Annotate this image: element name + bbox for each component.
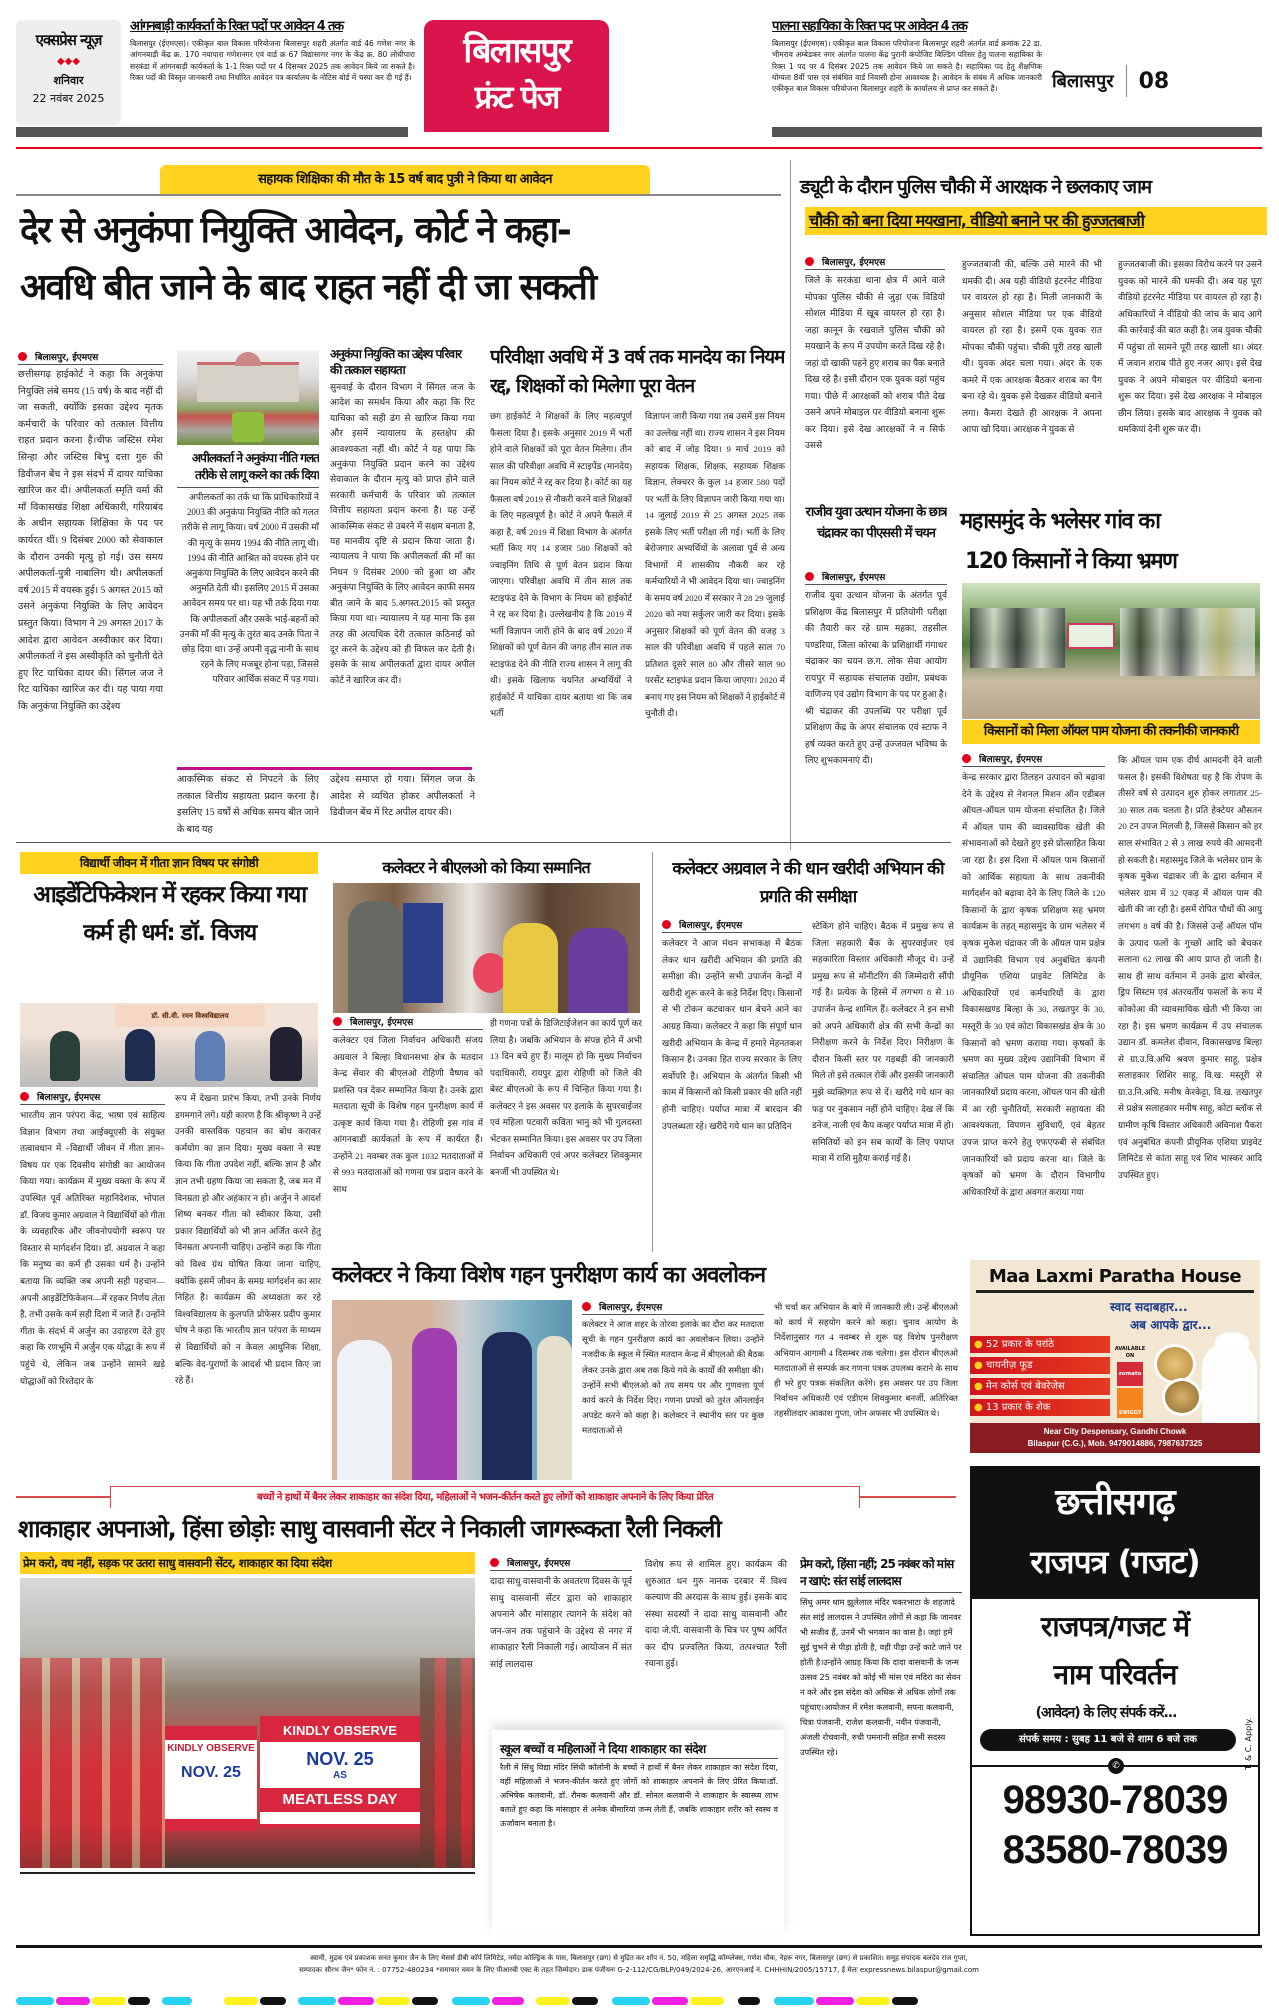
bullet-dot-icon: [20, 1092, 29, 1101]
zomato-badge: zomato: [1117, 1362, 1143, 1386]
dateline-text: बिलासपुर, ईएमएस: [822, 573, 886, 583]
farmer-col1-text: केन्द्र सरकार द्वारा तिलहन उत्पादन को बढ़ावा देने के उद्देश्य से नेशनल मिशन ऑन एडीबल ऑयल-ऑयल पाम योजना संचालित है। जिले में ऑयल पाम की व्यावसायिक खेती की संभावनाओं को देखते हुए इसे प्रोत्साहित किया जा रहा है। इस दिशा में ऑयल पाम किसानों को आर्थिक सहायता के साथ तकनीकी मार्गदर्शन को बढ़ावा देने के लिए जिले के 120 किसानों के द्वारा कृषक प्रशिक्षण सह भ्रमण कार्यक्रम के तहत् महासमुंद के ग्राम भलेसर में कृषक मुकेश चंद्राकर जी के ऑयल पाम प्रक्षेत्र में उद्यानिकी विभाग एवं अनुबंधित कंपनी प्रीयूनिक एशिया प्राइवेट लिमिटेड के अधिकारियों एवं कर्मचारियों के द्वारा विकासखण्ड बिल्हा के 30, तखतपुर के 30, मस्तूरी के 30 एवं कोटा विकासखंड क्षेत्र के 30 किसानों को भ्रमण कराया गया। कृषकों के भ्रमण का मुख्य उद्देश्य उद्यानिकी विभाग में संचालित ऑयल पाम योजना की तकनीकी जानकारियों प्रदाय करना, ऑयल पान की खेती में आ रही चुनौतियों, सरकारी सहायता की आवश्यकता, विपणन सुविधाएँ, एवं बेहतर उपज प्राप्त करने हेतु एफएफबी से संबंधित जानकारियों को प्रदाय करना था। जिले के कृषकों को भ्रमण के दौरान विभागीय अधिकारियों के द्वारा अवगत कराया गया: [962, 772, 1105, 1197]
bullet-dot-icon: [662, 920, 671, 929]
address-line1: Near City Despensary, Gandhi Chowk: [1043, 1427, 1187, 1436]
gazette-terms: T. & C. Apply.: [1244, 1717, 1253, 1770]
dateline-text: बिलासपुर, ईएमएस: [350, 1018, 414, 1028]
gazette-divider: [972, 1761, 1258, 1771]
blo-col1: [333, 1015, 483, 1253]
farmer-col1: [962, 752, 1105, 1250]
man-police: [537, 1336, 572, 1480]
banner-right: [260, 1716, 420, 1828]
banner-left-line2: NOV. 25: [181, 1764, 241, 1781]
imprint: [16, 1952, 1262, 1976]
rally-box: [492, 1730, 784, 1935]
paper-name: एक्सप्रेस न्यूज़: [35, 31, 102, 49]
gazette-title-block: [972, 1468, 1258, 1599]
teacher-col2: विज्ञापन जारी किया गया तब उसमें इस नियम का उल्लेख नहीं था। राज्य शासन ने इस नियम को बाद में जोड़ दिया। 9 मार्च 2019 को सहायक शिक्षक, शिक्षक, सहायक शिक्षक विज्ञान, लेक्चरर के कुल 14 हजार 580 पदों पर भर्ती के लिए विज्ञापन जारी किया गया था। 14 जुलाई 2019 से 25 अगस्त 2025 तक इसके लिए भर्ती परीक्षा ली गई। भर्ती के लिए बेरोजगार अभ्यर्थियों के अलावा पूर्व से अन्य विभागों में शासकीय नौकरी कर रहे कर्मचारियों ने भी आवेदन दिया था। ज्वाइनिंग के समय वर्ष 2020 में सरकार ने 28 29 जुलाई 2020 को नया सर्कुलर जारी कर दिया। इसके अनुसार शिक्षकों को पूर्ण वेतन की वजह 3 साल की परिवीक्षा अवधि में पहले साल 70 प्रतिशत दूसरे साल 80 और तीसरे साल 90 परसेंट स्टाइफंड प्रदान किया जाएगा। 2020 में बनाए गए इस नियम को शिक्षकों ने हाईकोर्ट में चुनौती दी।: [645, 411, 785, 718]
section-title-box: [424, 20, 609, 132]
bullet-dot-icon: [805, 572, 814, 581]
police-col1: [805, 255, 945, 495]
menu-item: ● चायनीज़ फूड: [970, 1357, 1110, 1374]
rally-col2: विशेष रूप से शामिल हुए। कार्यक्रम की शुरुआत धन गुरु नानक दरबार में विश्व कल्याण की अरदास के साथ हुई। इसके बाद संस्था सदस्यों ने दादा साधु वासवानी और दादा जे.पी. वासवानी के चित्र पर पुष्प अर्पित कर दीप प्रज्वलित किया, तत्पश्चात रैली रवाना हुई।: [645, 1559, 787, 1668]
woman-2-shape: [568, 928, 628, 1013]
chef-hat-icon: [1215, 1332, 1249, 1350]
gazette-ad[interactable]: [970, 1466, 1260, 1936]
rally-side: [800, 1556, 962, 1940]
bullet-dot-icon: [582, 1302, 591, 1311]
masthead-gray-bar-left: [16, 127, 408, 137]
psc-body: राजीव युवा उत्थान योजना के अंतर्गत पूर्व प्रशिक्षण केंद्र बिलासपुर में प्रतियोगी परीक्षा की तैयारी कर रहे ग्राम महका, तहसील पण्डरिया, जिला कोरबा के प्रशिक्षार्थी गंगाधर चंद्राकर का चयन छ.ग. लोक सेवा आयोग रायपुर में सहायक संचालक उद्योग, प्रबंधक वाणिज्य एवं उद्योग विभाग के पद पर हुआ है। श्री चंद्राकर की उपलब्धि पर परीक्षा पूर्व प्रशिक्षण केंद्र के अपर संचालक एवं स्टाफ ने हर्ष व्यक्त करते हुए उन्हें उज्जवल भविष्य के लिए शुभकामनाएं दी।: [805, 590, 947, 765]
gazette-phone2[interactable]: 83580-78039: [1002, 1828, 1228, 1872]
police-subhead: चौकी को बना दिया मयखाना, वीडियो बनाने पर की हुज्जतबाजी: [805, 207, 1267, 235]
farmer-caption: किसानों को मिला ऑयल पाम योजना की तकनीकी जानकारी: [962, 720, 1260, 744]
bullet-dot-icon: [490, 1558, 499, 1567]
rally-photo: [20, 1578, 475, 1868]
phone-icon: ✆: [1108, 1758, 1124, 1774]
column-divider: [790, 160, 791, 850]
person-1: [50, 1031, 80, 1081]
bullet-dot-icon: [962, 754, 971, 763]
inspection-photo: [332, 1300, 572, 1480]
brief-body: बिलासपुर (ईएमएस)। एकीकृत बाल विकास परियोजना बिलासपुर शहरी अंतर्गत वार्ड 46 गणेश नगर के आंगनबाड़ी केंद्र क्र. 170 नयापारा गणेशनगर एवं वार्ड क्र 67 विद्यासागर नगर के केंद्र क्र. 80 लोधीपारा सरकंडा में आंगनबाड़ी कार्यकर्ता के 1-1 रिक्त पदों पर 4 दिसम्बर 2025 तक आवेदन किये जा सकते है। रिक्त पदों की विस्तृत जानकारी तथा निर्धारित आवेदन पत्र कार्यालय के नोटिस बोर्ड में चस्पा कर दी गई हैं।: [130, 39, 415, 82]
crowd-right-shape: [1120, 608, 1255, 676]
dateline: [20, 1090, 165, 1105]
section-rule: [16, 842, 951, 843]
sir-headline: कलेक्टर ने किया विशेष गहन पुनरीक्षण कार्य का अवलोकन: [332, 1263, 766, 1288]
person-4: [270, 1027, 302, 1081]
psc-headline: राजीव युवा उत्थान योजना के छात्र चंद्राकर का पीएससी में चयन: [805, 505, 947, 541]
woman-1-shape: [503, 923, 558, 1013]
lead-col2-bottom: आकस्मिक संकट से निपटने के लिए तत्काल वित्तीय सहायता प्रदान करना है। इसलिए 15 वर्षों से अधिक समय बीत जाने के बाद यह: [177, 775, 319, 835]
bullet-dot-icon: [18, 352, 27, 361]
banner-left: [165, 1726, 257, 1831]
man-white-shirt: [337, 1340, 392, 1480]
page-locator: [1052, 65, 1169, 97]
gazette-heading-line2: नाम परिवर्तन: [1053, 1658, 1177, 1691]
brief-palna: [772, 18, 1042, 124]
paddy-col2: स्टेकिंग होने चाहिए। बैठक में प्रमुख रूप से जिला सहकारी बैंक के सुपरवाईजर एवं सहकारिता विस्तार अधिकारी मौजूद थे। उन्हें प्रमुख रूप से मॉनीटरिंग की जिम्मेदारी सौंपी गई है। प्रत्येक के हिस्से में लगभग 8 से 10 उपार्जन केन्द्र शामिल हैं। कलेक्टर ने इन सभी को अपने अधिकारी क्षेत्र की सभी केन्द्रों का निरीक्षण करने के निर्देश दिए। निरीक्षण के दौरान किसी स्तर पर गड़बड़ी की जानकारी मिले तो इसे तत्काल रोकें और इसकी जानकारी मुझे व्यक्तिगत रूप से दें। खरीदे गये धान का फड़ पर नुकसान नहीं होने चाहिए। देख लें कि डनेज, नाली एवं कैप कव्हर पर्याप्त मात्रा में हो। समितियों को इन सब कार्यों के लिए पयाप्त मात्रा में राशि मुहैया कराई गई है।: [812, 921, 954, 1164]
diamond-ornament-icon: ◆◆◆: [56, 56, 81, 67]
day-label: शनिवार: [53, 74, 84, 87]
dome-shape: [235, 352, 261, 366]
yellow-dot-icon: ●: [974, 1339, 983, 1350]
banner-line4: MEATLESS DAY: [260, 1788, 420, 1812]
masthead-red-rule: [16, 147, 1262, 149]
seminar-photo: [20, 1003, 318, 1087]
dateline-text: बिलासपुर, ईएमएस: [507, 1559, 571, 1569]
magenta-rule: [177, 767, 472, 770]
box-body: अपीलकर्ता का तर्क था कि प्राधिकारियों ने 2003 की अनुकंपा नियुक्ति नीति को गलत तरीके से लागू किया। वर्ष 2000 में उसकी माँ की मृत्यु के समय 1994 की नीति लागू थी। 1994 की नीति आश्रित को वयस्क होने पर अनुकंपा नियुक्ति के लिए आवेदन करने की अनुमति देती थी। इसलिए 2015 में उसका आवेदन समय पर था। यह भी तर्क दिया गया कि अपीलकर्ता और उसके भाई-बहनों को उनकी माँ की मृत्यु के तुरंत बाद उनके पिता ने छोड़ दिया था। उन्हें अपनी वृद्ध नानी के साथ रहने के लिए मजबूर होना पड़ा, जिससे परिवार आर्थिक संकट में पड़ गया।: [179, 492, 319, 685]
dateline: [805, 570, 947, 585]
dateline-text: बिलासपुर, ईएमएस: [979, 755, 1043, 765]
available-on-label: AVAILABLE ON: [1114, 1346, 1146, 1359]
bullet-dot-icon: [805, 257, 814, 266]
rally-side-body: सिंधु अमर धाम झूलेलाल मंदिर चकरभाटा के शहजादे संत सांई लालदास ने उपस्थित लोगों से कहा कि जानवर भी सजीव हैं, उनमें भी भगवान का वास है। जहां हमें सुई चुभने से पीड़ा होती है, वही पीड़ा उन्हें काटे जाने पर होती है।उन्होंने आग्रह किया कि दादा वासवानी के जन्म उत्सव 25 नवंबर को कोई भी मांस एवं मदिरा का सेवन न करे और इस संदेश को अधिक से अधिक लोगों तक पहुंचाए।आयोजन में रमेश कलवानी, सपना कलवानी, चित्रा पंजवानी, राजेश कलवानी, नवीन पंजवानी, अंजली रोचवानी, रुची पमनानी सहित सभी सदस्य उपस्थित रहे।: [800, 1597, 962, 1757]
menu-item: ● 52 प्रकार के परांठे: [970, 1336, 1110, 1353]
rally-headline: शाकाहार अपनाओ, हिंसा छोड़ोः साधु वासवानी सेंटर ने निकाली जागरूकता रैली निकली: [18, 1515, 721, 1543]
garden-shape: [232, 412, 264, 442]
sub-headline: अनुकंपा नियुक्ति का उद्देश्य परिवार की तत्काल सहायता: [330, 347, 462, 377]
collector-shape: [348, 901, 403, 1013]
brief-headline: पालना सहायिका के रिक्त पद पर आवेदन 4 तक: [772, 19, 967, 34]
yellow-dot-icon: ●: [974, 1402, 983, 1413]
menu-item: ● 13 प्रकार के शेक: [970, 1399, 1110, 1416]
blo-headline: कलेक्टर ने बीएलओ को किया सम्मानित: [382, 858, 590, 877]
farmer-headline-line1: महासमुंद के भलेसर गांव का: [960, 509, 1160, 534]
brief-body: बिलासपुर (ईएमएस)। एकीकृत बाल विकास परियोजना बिलासपुर शहरी अंतर्गत वार्ड क्रमांक 22 डा. भीमराव अम्बेडकर नगर अंतर्गत पालना केंद्र पुरानी कंपोजिट बिल्डिंग परिसर हेतु पालना सहायिका के रिक्त 1 पद पर 4 दिसंबर 2025 तक आवेदन किये जा सकते है। सहायिका पद हेतु शैक्षणिक योग्यता 8वीं पास एवं संबंधित वार्ड निवासी होना आवश्यक है। आवेदन के संबंध में अधिक जानकारी एकीकृत बाल विकास परियोजना बिलासपुर शहरी के कार्यालय से प्राप्त कर सकते है।: [772, 39, 1042, 94]
dateline: [582, 1300, 764, 1315]
lead-col1: [18, 350, 163, 835]
paddy-col1-text: कलेक्टर ने आज मंथन सभाकक्ष में बैठक लेकर धान खरीदी अभियान की प्रगति की समीक्षा की। उन्होंने सभी उपार्जन केन्द्रों में खरीदी शुरू करने के कड़े निर्देश दिए। किसानों से भी टोकन कटवाकर धान बेचने आने का आग्रह किया। कलेक्टर ने कहा कि संपूर्ण धान खरीदी अभियान के केन्द्र में हमारे मेहनतकश किसान है। उनका हित राज्य सरकार के लिए सर्वोपरि है। अभियान के अंतर्गत किसी भी काम में किसानों को किसी प्रकार की क्षति नहीं होनी चाहिए। पर्याप्त मात्रा में बारदान की उपलब्धता रहे। खरीदे गये धान का प्रतिदिन: [662, 938, 802, 1131]
teacher-col1: छग हाईकोर्ट ने शिक्षकों के लिए महत्वपूर्ण फैसला दिया है। इसके अनुसार 2019 में भर्ती होने वाले शिक्षकों को पूरा वेतन मिलेगा। तीन साल की परिवीक्षा अवधि में स्टाइपेंड (मानदेय) का नियम कोर्ट ने रद्द कर दिया है। कोर्ट का यह फैसला वर्ष 2019 से नौकरी करने वाले शिक्षकों के लिए महत्वपूर्ण है। कोर्ट ने अपने फैसले में कहा है, वर्ष 2019 में शिक्षा विभाग के अंतर्गत भर्ती किए गए 14 हजार 580 शिक्षकों को ज्वाइनिंग तिथि से पूर्ण वेतन प्रदान किया जाएगा। परिवीक्षा अवधि में तीन साल तक स्टाइफंड देने के विभाग के नियम को हाईकोर्ट ने रद्द कर दिया है। उल्लेखनीय है कि 2019 में भर्ती विज्ञापन जारी होने के बाद वर्ष 2020 में शिक्षकों को पूर्ण वेतन की जगह तीन साल तक स्टाइफंड देने की नीति राज्य शासन ने लागू की थी। इसके खिलाफ चयनित अभ्यर्थियों ने हाईकोर्ट में याचिका दायर बताया था कि जब भर्ती: [490, 411, 632, 718]
paratha-ad-title: Maa Laxmi Paratha House: [976, 1260, 1254, 1293]
yellow-dot-icon: ●: [974, 1360, 983, 1371]
psc-body-wrap: [805, 570, 947, 838]
paddy-headline: कलेक्टर अग्रवाल ने की धान खरीदी अभियान की प्रगति की समीक्षा: [672, 859, 944, 907]
brief-anganwadi: [130, 18, 415, 124]
lead-headline-line1: देर से अनुकंपा नियुक्ति आवेदन, कोर्ट ने कहा-: [20, 210, 570, 251]
banner-shape: [1067, 623, 1115, 649]
lead-col3-bottom: उद्देश्य समाप्त हो गया। सिंगल जज के आदेश से व्यथित होकर अपीलकर्ता ने डिवीजन बेंच में रिट अपील दायर की।: [330, 775, 475, 818]
banner-line2: NOV. 25: [306, 1749, 374, 1769]
color-registration-strip: [16, 1990, 1262, 2009]
blo-col2: ही गणना पत्रों के डिजिटाईजेशन का कार्य पूर्ण कर लिया है। जबकि अभियान के संपन्न होने में अभी 13 दिन बचे हुए हैं। मालूम हो कि मुख्य निर्वाचन पदाधिकारी, रायपुर द्वारा रोहिणी को जिले की बेस्ट बीएलओ के रूप में चिन्हित किया गया है। कलेक्टर ने इस अवसर पर इलाके के सुपरवाईजर एवं महिला पटवारी कविता भानु को भी गुलदस्ता भेंटकर सम्मानित किया। इस अवसर पर उप जिला निर्वाचन अधिकारी एवं अपर कलेक्टर शिवकुमार बनर्जी भी उपस्थित थे।: [490, 1018, 642, 1177]
crowd-right: [420, 1658, 475, 1868]
gita-col1-text: भारतीय ज्ञान परंपरा केंद्र, भाषा एवं साहित्य विज्ञान विभाग तथा आईक्यूएसी के संयुक्त तत्वावधान में ÷विद्यार्थी जीवन में गीता ज्ञान÷ विषय पर एक दिवसीय संगोष्ठी का आयोजन किया गया। कार्यक्रम में मुख्य वक्ता के रूप में उपस्थित पूर्व अतिरिक्त महानिदेशक, भोपाल डॉ. विजय कुमार अग्रवाल ने विद्यार्थियों को गीता के व्यवहारिक और जीवनोपयोगी स्वरूप पर विस्तार से मार्गदर्शन दिया। डॉ. अग्रवाल ने कहा कि मनुष्य का कर्म ही उसका धर्म है। उन्होंने बताया कि व्यक्ति जब अपनी सही पहचान—अपनी आइडेंटिफिकेशन—में रहकर निर्णय लेता है, तभी उसके कर्म सही दिशा में जाते हैं। उन्होंने गीता के संदर्भ में अर्जुन का उदाहरण देते हुए कहा कि रणभूमि में अर्जुन एक योद्धा के रूप में पहुंचे थे, लेकिन जब उन्होंने सामने खड़े योद्धाओं को रिश्तेदार के: [20, 1110, 165, 1386]
lead-col3: [330, 346, 475, 764]
city-label: बिलासपुर: [1052, 71, 1114, 92]
gazette-contact-time-pill: संपर्क समय : सुबह 11 बजे से शाम 6 बजे तक: [980, 1729, 1236, 1751]
menu-item: ● मेन कोर्स एवं बेवरेजेस: [970, 1378, 1110, 1395]
paddy-col1: [662, 918, 802, 1253]
imprint-line2: सम्पादकः सौरभ जैन* फोन नं. : 07752-480234 *समाचार चयन के लिए पीआरबी एक्ट के तहत जिम्मेदार। डाक पंजीयनः G-2-112/CG/BLP/049/2024-26, आरएनआई नं. CHHHIN/2005/15717, ई मेलः expressnews.bilaspur@gmail.com: [299, 1966, 979, 1974]
dateline: [962, 752, 1105, 767]
blo-col1-text: कलेक्टर एवं जिला निर्वाचन अधिकारी संजय अग्रवाल ने बिल्हा विधानसभा क्षेत्र के मतदान केन्द्र सेंवार की बीएलओ रोहिणी वैष्णव को प्रशस्ति पत्र देकर सम्मानित किया है। उनके द्वारा मतदाता सूची के विशेष गहन पुनरीक्षण कार्य में उत्कृष्ट कार्य किया गया है। रोहिणी इस गांव में आंगनबाडी कार्यकर्ता के रूप में कार्यरत हैं। उन्होंने 21 नवम्बर तक कुल 1032 मतदाताओं में से 993 मतदाताओं को गणना पत्र प्रदान करने के साथ: [333, 1035, 483, 1194]
gita-col1: [20, 1090, 165, 1480]
person-2: [125, 1029, 155, 1081]
dateline: [490, 1556, 632, 1571]
rally-col1: [490, 1556, 632, 1724]
gazette-title-line1: छत्तीसगढ़: [1055, 1482, 1175, 1523]
lead-kicker: सहायक शिक्षिका की मौत के 15 वर्ष बाद पुत्री ने किया था आवेदन: [160, 165, 650, 195]
paratha-tagline1: स्वाद सदाबहार...: [1110, 1300, 1188, 1314]
page-number: 08: [1138, 68, 1170, 94]
section-title-line1: बिलासपुर: [463, 31, 570, 71]
man-navy-shirt: [482, 1332, 532, 1480]
rally-photo-rule: [20, 1872, 475, 1874]
section-title-line2: फ्रंट पेज: [474, 78, 559, 116]
gita-col2: रूप में देखना प्रारंभ किया, तभी उनके निर्णय डगमगाने लगे। यही कारण है कि श्रीकृष्ण ने उन्हें उनकी वास्तविक पहचान का बोध कराकर कर्मयोग का ज्ञान दिया। मुख्य वक्ता ने स्पष्ट किया कि गीता उपदेश नहीं, बल्कि ज्ञान है और ज्ञान तभी ग्रहण किया जा सकता है, जब मन में विनम्रता हो और अहंकार न हो। अर्जुन ने आदर्श शिष्य बनकर गीता को स्वीकार किया, उसी प्रकार विद्यार्थियों को भी ज्ञान अर्जित करने हेतु विनम्रता अपनानी चाहिए। उन्होंने कहा कि गीता को विश्व ग्रंथ घोषित किया जाना चाहिए, क्योंकि इसमें जीवन के समग्र मार्गदर्शन का सार निहित है। कार्यक्रम की अध्यक्षता कर रहे विश्वविद्यालय के कुलपति प्रोफेसर प्रदीप कुमार घोष ने कहा कि भारतीय ज्ञान परंपरा के माध्यम से विद्यार्थियों को न केवल आधुनिक शिक्षा, बल्कि वेद-पुराणों के आदर्श भी प्रदान किए जा रहे हैं।: [175, 1093, 321, 1386]
gazette-heading-line1: राजपत्र/गजट में: [1040, 1610, 1190, 1643]
box-headline: अपीलकर्ता ने अनुकंपा नीति गलत तरीके से लागू करने का तर्क दिया: [177, 450, 319, 488]
building-shape: [197, 362, 299, 402]
paratha-address-band: [970, 1423, 1260, 1453]
dateline-text: बिलासपुर, ईएमएस: [37, 1093, 101, 1103]
banner-left-line1: KINDLY OBSERVE: [167, 1743, 255, 1754]
rally-side-headline: प्रेम करो, हिंसा नहीं; 25 नवंबर को मांस न खाएं: संत सांई लालदास: [800, 1556, 962, 1593]
farmer-col2: कि ऑयल पाम एक दीर्घ आमदनी देने वाली फसल है। इसकी विशेषता यह है कि रोपण के तीसरे वर्ष से उत्पादन शुरु होकर लगातार 25-30 साल तक चलता है। प्रति हेक्टेयर औसतन 20 टन उपज मिलजी है, जिससे किसान को हर साल संभावित 2 से 3 लाख रुपये की आमदनी हो सकती है। महासमुंद जिले के भलेसर ग्राम के कृषक मुकेश चंद्राकर जी के द्वारा वर्तमान में भलेसर ग्राम में 32 एकड़ में ऑयल पाम की खेती की जा रही है। इसमें रोपित पौधों की आयु लगभग 8 वर्ष की है। जिससे उन्हें ऑयल पॉम के उत्पाद फलों के गुच्छों आदि को बेचकर सलाना 62 लाख की आय प्राप्त हो जाती है। साथ ही साथ वर्तमान में उनके द्वारा बोरवेल, ड्रिप सिस्टम एवं अंतरवर्तीय फसलों के रूप में कोकोआ की व्यावसायिक खेती भी किया जा रहा है। इस भ्रमण कार्यक्रम में उप संचालक उद्यान डॉ. कमलेश दीवान, विकासखण्ड बिल्हा से ग्रा.उ.वि.अधि श्रवण कुमार साहू, प्रक्षेत्र सलाहकार शिशिर साहू, वि.ख. मस्तूरी से ग्रा.उ.नि.अधि. मनीष केरकेट्टा, वि.ख. तखतपुर से प्रक्षेत्र सलाहकार मनीष साहू, कोटा ब्लॉक से ग्रामीण कृषि विस्तार अधिकारी अविनाश पैकरा एवं अनुबंधित कंपनी प्रीयूनिक एशिया प्राइवेट लिमिटेड से कांता साहू एवं शिव भास्कर आदि उपस्थित हुए।: [1118, 755, 1262, 1180]
paratha-ad[interactable]: [970, 1260, 1260, 1453]
flag-shape: [403, 903, 443, 1003]
dateline-text: बिलासपुर, ईएमएस: [599, 1303, 663, 1313]
column-divider: [652, 852, 653, 1252]
rally-box-headline: स्कूल बच्चों व महिलाओं ने दिया शाकाहार का संदेश: [500, 1740, 778, 1759]
dateline: [18, 350, 163, 365]
person-3: [195, 1031, 225, 1081]
crowd-left-shape: [970, 608, 1065, 668]
divider: [1126, 65, 1127, 97]
date-label: 22 नवंबर 2025: [32, 92, 105, 105]
masthead-date-box: [16, 20, 121, 125]
rally-photo-caption: प्रेम करो, वध नहीं, सड़क पर उतरा साधु वासवानी सेंटर, शाकाहार का दिया संदेश: [20, 1552, 475, 1574]
police-col2: हुज्जतबाजी की, बल्कि उसे मारने की भी धमकी दी। अब यही वीडियो इंटरनेट मीडिया पर वायरल हो रहा है। मिली जानकारी के अनुसार सोशल मीडिया पर एक वीडियो वायरल हो रहा है। इसमें एक युवक रात मोपका चौकी पहुंचा। चौकी पूरी तरह खाली थी। युवक अंदर चला गया। अंदर के एक कमरे में एक आरक्षक बैठकर शराब का पैग बना रहे थे। युवक इसे देखकर वीडियो बनाने लगा। कैमरा देखते ही आरक्षक ने अपना आपा खो दिया। आरक्षक ने युवक से: [962, 259, 1102, 434]
lead-headline-line2: अवधि बीत जाने के बाद राहत नहीं दी जा सकती: [20, 267, 596, 308]
sir-col1-text: कलेक्टर ने आज शहर के तोरवा इलाके का दौरा कर मतदाता सूची के गहन पुनरीक्षण कार्य का अवलोकन लिया। उन्होंने नजदीक के स्कूल में स्थित मतदान केन्द्र में बीएलओ की बैठक लेकर उनके द्वारा अब तक किये गये के कार्यों की समीक्षा की। उन्होंनें सभी बीएलओ को तय समय पर और गुणवत्ता पूर्ण कार्य करने के निर्देश दिए। गणना प्रपत्रों को तुरंत ऑनलाईन अपडेट करने को कहा है। कलेक्टर ने स्थानीय स्तर पर कुछ मतदाताओं से: [582, 1319, 764, 1436]
appellant-box: [177, 450, 319, 764]
gazette-subheading: (आवेदन) के लिए संपर्क करें...: [1035, 1705, 1177, 1721]
gazette-title-line2: राजपत्र (गजट): [1030, 1543, 1200, 1581]
dateline: [805, 255, 945, 270]
teacher-headline: परिवीक्षा अवधि में 3 वर्ष तक मानदेय का नियम रद्द, शिक्षकों को मिलेगा पूरा वेतन: [490, 346, 785, 397]
paratha-plate-icon: [1162, 1378, 1202, 1416]
farmer-headline-line2: 120 किसानों ने किया भ्रमण: [965, 549, 1177, 574]
dateline-text: बिलासपुर, ईएमएस: [679, 921, 743, 931]
rally-kicker: बच्चों ने हाथों में बैनर लेकर शाकाहार का संदेश दिया, महिलाओं ने भजन-कीर्तन करते हुए लोगों को शाकाहार अपनाने के लिए किया प्रेरित: [110, 1486, 860, 1508]
address-line2: Bilaspur (C.G.), Mob. 9479014886, 7987637325: [1027, 1439, 1203, 1448]
rally-box-body: रैली में सिंधु विद्या मंदिर सिंधी कॉलोनी के बच्चों ने हाथों में बैनर लेकर शाकाहार का संदेश दिया, वहीं महिलाओं ने भजन-कीर्तन करते हुए लोगों को शाकाहार अपनाने के लिए प्रेरित किया।डॉ. अभिषेक कलवानी, डॉ. रौनक कलवानी और डॉ. सोनल कलवानी ने शाकाहार के स्वास्थ्य लाभ बताते हुए कहा कि मांसाहार से अनेक बीमारियां जन्म लेती हैं, जबकि शाकाहार शरीर को स्वस्थ व ऊर्जावान बनाता है।: [500, 1763, 778, 1828]
sir-col1: [582, 1300, 764, 1482]
paratha-tagline2: अब आपके द्वार...: [1130, 1318, 1212, 1332]
blo-photo: [333, 883, 640, 1013]
dateline: [333, 1015, 483, 1030]
farmers-photo: [962, 583, 1260, 719]
lead-kicker-rule: [16, 194, 781, 196]
footer-rule: [16, 1945, 1262, 1948]
lead-col3-text: सुनवाई के दौरान विभाग ने सिंगल जज के आदेश का समर्थन किया और कहा कि रिट याचिका को सही ढंग से खारिज किया गया और इसमें न्यायालय के हस्तक्षेप की आवश्यकता नहीं थी। कोर्ट ने यह पाया कि अनुकंपा नियुक्ति प्रदान करने का उद्देश्य सेवाकाल के दौरान मृत्यु को प्राप्त होने वाले सरकारी कर्मचारी के परिवार को तत्काल वित्तीय सहायता प्रदान करना है। यह उन्हें आकस्मिक संकट से उबरने में सक्षम बनाता है, यह मानवीय दृष्टि से प्रदान किया जाता है। न्यायालय ने पाया कि अपीलकर्ता की माँ का निधन 9 दिसंबर 2000 को हुआ था और अनुकंपा नियुक्ति के लिए आवेदन काफी समय बीत जाने के बाद 5.अगस्त.2015 को प्रस्तुत किया गया था। न्यायालय ने यह माना कि इस तरह की अत्यधिक देरी तत्काल कठिनाई को दूर करने के उद्देश्य को ही विफल कर देती है। इसके के साथ अपीलकर्ता द्वारा दायर अपील कोर्ट ने खारिज कर दी।: [330, 382, 475, 685]
imprint-line1: स्वामी, मुद्रक एवं प्रकाशक सनत कुमार जैन के लिए मेसर्स डीबी कॉर्प लिमिटेड, नर्मदा कोल्ड्रिंक के पास, बिलासपुर (छग) से मुद्रित कर शॉप नं. 50, महिला समृद्धि कॉम्प्लेक्स, गणेश चौक, नेहरू नगर, बिलासपुर (छग) से प्रकाशित। समूह संपादक बलदेव राज गुप्ता,: [310, 1954, 968, 1962]
man-purple-shirt: [412, 1328, 457, 1480]
dateline: [662, 918, 802, 933]
sir-col2: भी चर्चा कर अभियान के बारे में जानकारी ली। उन्हें बीएलओ को कार्य में सहयोग करने को कहा। चुनाव आयोग के निर्देशानुसार गत 4 नवम्बर से शुरू यह विशेष पुनरीक्षण अभियान आगामी 4 दिसम्बर तक चलेगा। इस दौरान बीएलओ मतदाताओं से सम्पर्क कर गणना पत्रक उपलब्ध कराने के साथ ही भरे हुए पत्रक संकलित करेंगे। इस अवसर पर उप जिला निर्वाचन अधिकारी एवं एडीएम शिवकुमार बनर्जी, अतिरिक्त तहसीलदार आकाश गुप्ता, जोन अफसर भी उपस्थित थे।: [774, 1302, 958, 1419]
chef-figure: [1202, 1342, 1257, 1424]
paratha-menu-list: [970, 1336, 1110, 1416]
yellow-dot-icon: ●: [974, 1381, 983, 1392]
bullet-dot-icon: [333, 1017, 342, 1026]
dateline-text: बिलासपुर, ईएमएस: [35, 353, 99, 363]
gazette-phone1[interactable]: 98930-78039: [1002, 1778, 1228, 1822]
brief-headline: आंगनबाड़ी कार्यकर्ता के रिक्त पदों पर आवेदन 4 तक: [130, 19, 343, 34]
police-col1-text: जिले के सरकंडा थाना क्षेत्र में आने वाले मोपका पुलिस चौकी से जुड़ा एक विडियो सोशल मीडिया में खूब वायरल हो रहा है। जहा कानून के रखवाले पुलिस चौकी को मयखाने के रूप में उपयोग करते दिख रहे है। जहां दो खाकी पहने हुए शराब का पैक बनाते दिख रहे है। इसी दौरान एक युवक वहां पहुंच गया। पीछे में आरक्षकों को शराब पीते देख उसने अपने मोबाइल पर वीडियो बनाना शुरू कर दिया। इसे देख आरक्षकों ने न सिर्फ उससे: [805, 275, 945, 450]
police-col3: हुज्जतबाजी की। इसका विरोध करने पर उसने युवक को मारने की धमकी दी। अब यह पूरा वीडियो इंटरनेट मीडिया पर वायरल हो रहा है। अधिकारियों ने वीडियो की जांच के बाद आगे की कार्रवाई की बात कही है। जब युवक चौकी में पहुंचा तो सामने पूरी तरह खाली था। अंदर में जवान शराब पीते हुए नजर आए। इसे देख युवक ने अपने मोबाइल पर वीडियो बनाना शुरू कर दिया। इसे देख आरक्षक ने मोबाइल छीन लिया। इसके बाद आरक्षक ने युवक को धमकियां देनी शुरू कर दी।: [1118, 259, 1262, 434]
lead-col1-text: छत्तीसगढ़ हाईकोर्ट ने कहा कि अनुकंपा नियुक्ति लंबे समय (15 वर्ष) के बाद नहीं दी जा सकती, क्योंकि इसका उद्देश्य मृतक कर्मचारी के परिवार को तत्काल वित्तीय राहत प्रदान करना है।चीफ जस्टिस रमेश सिन्हा और जस्टिस बिभु दत्ता गुरु की डिवीजन बेंच ने इस संदर्भ में दायर याचिका खारिज कर दी। अपीलकर्ता स्मृति वर्मा की माँ विकासखंड शिक्षा अधिकारी, गरियाबंद के अधीन सहायक शिक्षिका के पद पर कार्यरत थीं। 9 दिसंबर 2000 को सेवाकाल के दौरान उनकी मृत्यु हो गई। उस समय अपीलकर्ता-पुत्री नाबालिग थी। अपीलकर्ता वर्ष 2015 में वयस्क हुई। 5 अगस्त 2015 को उसने अनुकंपा नियुक्ति के लिए आवेदन प्रस्तुत किया। विभाग ने 29 अगस्त 2017 के आदेश द्वारा आवेदन अस्वीकार कर दिया। अपीलकर्ता ने इस अस्वीकृति को चुनौती देते हुए रिट याचिका दायर की। सिंगल जज ने रिट याचिका खारिज कर दी। यह पाया गया कि अनुकंपा नियुक्ति का उद्देश्य: [18, 370, 163, 712]
highcourt-photo: [177, 350, 319, 445]
seminar-banner: डॉ. सी.वी. रमन विश्वविद्यालय: [115, 1005, 265, 1027]
gita-headline: आइडेंटिफिकेशन में रहकर किया गया कर्म ही धर्म: डॉ. विजय: [33, 882, 306, 946]
gita-kicker: विद्यार्थी जीवन में गीता ज्ञान विषय पर संगोष्ठी: [20, 852, 318, 874]
banner-line1: KINDLY OBSERVE: [260, 1720, 420, 1742]
masthead-gray-bar-right: [772, 127, 1262, 137]
police-headline: ड्यूटी के दौरान पुलिस चौकी में आरक्षक ने छलकाए जाम: [800, 176, 1151, 198]
dateline-text: बिलासपुर, ईएमएस: [822, 258, 886, 268]
crowd-left: [20, 1658, 165, 1868]
rally-col1-text: दादा साधु वासवानी के अवतरण दिवस के पूर्व साधु वासवानी सेंटर द्वारा को शाकाहार अपनाने और मांसाहार त्यागने के संदेश को जन-जन तक पहुंचाने के उद्देश्य से नगर में शाकाहार रैली निकाली गई। आयोजन में संत सांई लालदास: [490, 1576, 632, 1669]
banner-line3: AS: [333, 1770, 347, 1781]
swiggy-badge: SWIGGY: [1117, 1388, 1143, 1418]
